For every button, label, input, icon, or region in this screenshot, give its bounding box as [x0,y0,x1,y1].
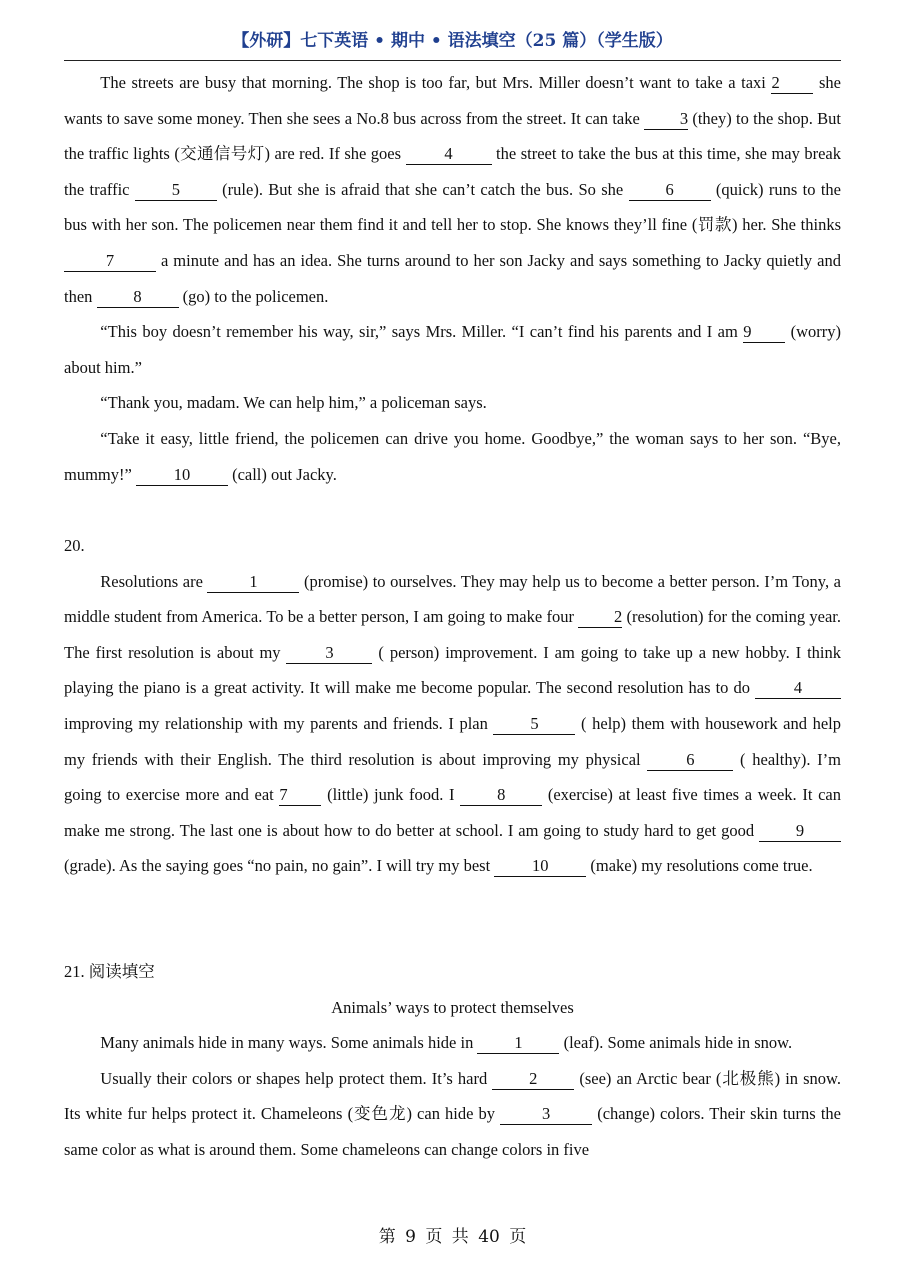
q19-paragraph-1: The streets are busy that morning. The shop is too far, but Mrs. Miller doesn’t want to take a taxi 2 she wants to save some money. Then she sees a No.8 bus across from the street. It can take 3 (they) to the shop. But the traffic lights (交通信号灯) are red. If she goes 4 the street to take the bus at this time, she may break the traffic 5 (rule). But she is afraid that she can’t catch the bus. So she 6 (quick) runs to the bus with her son. The policemen near them find it and tell her to stop. She knows they’ll fine (罚款) her. She thinks 7 a minute and has an idea. She turns around to her son Jacky and says something to Jacky quietly and then 8 (go) to the policemen. [64,73,842,306]
question-number-21: 21. 阅读填空 [64,962,155,981]
blank-1[interactable]: 1 [207,572,299,593]
q19-paragraph-3: “Thank you, madam. We can help him,” a policeman says. [100,393,487,413]
question-21 [64,954,841,1168]
blank-7[interactable]: 7 [64,251,156,272]
blank-4[interactable]: 4 [406,144,492,165]
blank-10[interactable]: 10 [494,856,586,877]
header-rule [64,60,841,61]
document-header: 【外研】七下英语 • 期中 • 语法填空（25 篇）（学生版） [232,31,673,51]
blank-3[interactable]: 3 [500,1104,592,1125]
question-19-continued [64,65,841,492]
question-number-20: 20. [64,536,85,555]
q21-paragraph-2: Usually their colors or shapes help protect them. It’s hard 2 (see) an Arctic bear (北极熊) in snow. Its white fur helps protect it. Chameleons (变色龙) can hide by 3 (change) colors. Their skin turns the same color as what is around them. Some chameleons can change colors in five [64,1068,841,1159]
blank-2[interactable]: 2 [492,1069,574,1090]
blank-8[interactable]: 8 [460,785,542,806]
blank-6[interactable]: 6 [647,750,733,771]
blank-5[interactable]: 5 [493,714,575,735]
blank-10[interactable]: 10 [136,465,228,486]
blank-4[interactable]: 4 [755,678,841,699]
q20-paragraph-1: Resolutions are 1 (promise) to ourselves. They may help us to become a better person. I’m Tony, a middle student from America. To be a better person, I am going to make four 2 (resolution) for the coming year. The first resolution is about my 3 ( person) improvement. I am going to take up a new hobby. I think playing the piano is a great activity. It will make me become popular. The second resolution has to do 4 improving my relationship with my parents and friends. I plan 5 ( help) them with housework and help my friends with their English. The third resolution is about improving my physical 6 ( healthy). I’m going to exercise more and eat 7 (little) junk food. I 8 (exercise) at least five times a week. It can make me strong. The last one is about how to do better at school. I am going to study hard to get good 9 (grade). As the saying goes “no pain, no gain”. I will try my best 10 (make) my resolutions come true. [64,571,842,876]
blank-3[interactable]: 3 [286,643,372,664]
page-number-footer: 第 9 页 共 40 页 [378,1227,527,1247]
blank-2[interactable]: 2 [578,607,622,628]
blank-8[interactable]: 8 [97,287,179,308]
blank-1[interactable]: 1 [477,1033,559,1054]
blank-9[interactable]: 9 [759,821,841,842]
q21-paragraph-1: Many animals hide in many ways. Some animals hide in 1 (leaf). Some animals hide in snow. [100,1033,793,1053]
passage-title: Animals’ ways to protect themselves [331,997,574,1017]
blank-7[interactable]: 7 [279,785,321,806]
blank-3[interactable]: 3 [644,109,688,130]
blank-5[interactable]: 5 [135,180,217,201]
question-20 [64,528,841,884]
q19-paragraph-2: “This boy doesn’t remember his way, sir,” says Mrs. Miller. “I can’t find his parents and I am 9 (worry) about him.” [64,322,841,377]
blank-6[interactable]: 6 [629,180,711,201]
q19-paragraph-4: “Take it easy, little friend, the policemen can drive you home. Goodbye,” the woman says to her son. “Bye, mummy!” 10 (call) out Jacky. [64,428,841,484]
blank-9[interactable]: 9 [743,322,785,343]
blank-2[interactable]: 2 [771,73,813,94]
